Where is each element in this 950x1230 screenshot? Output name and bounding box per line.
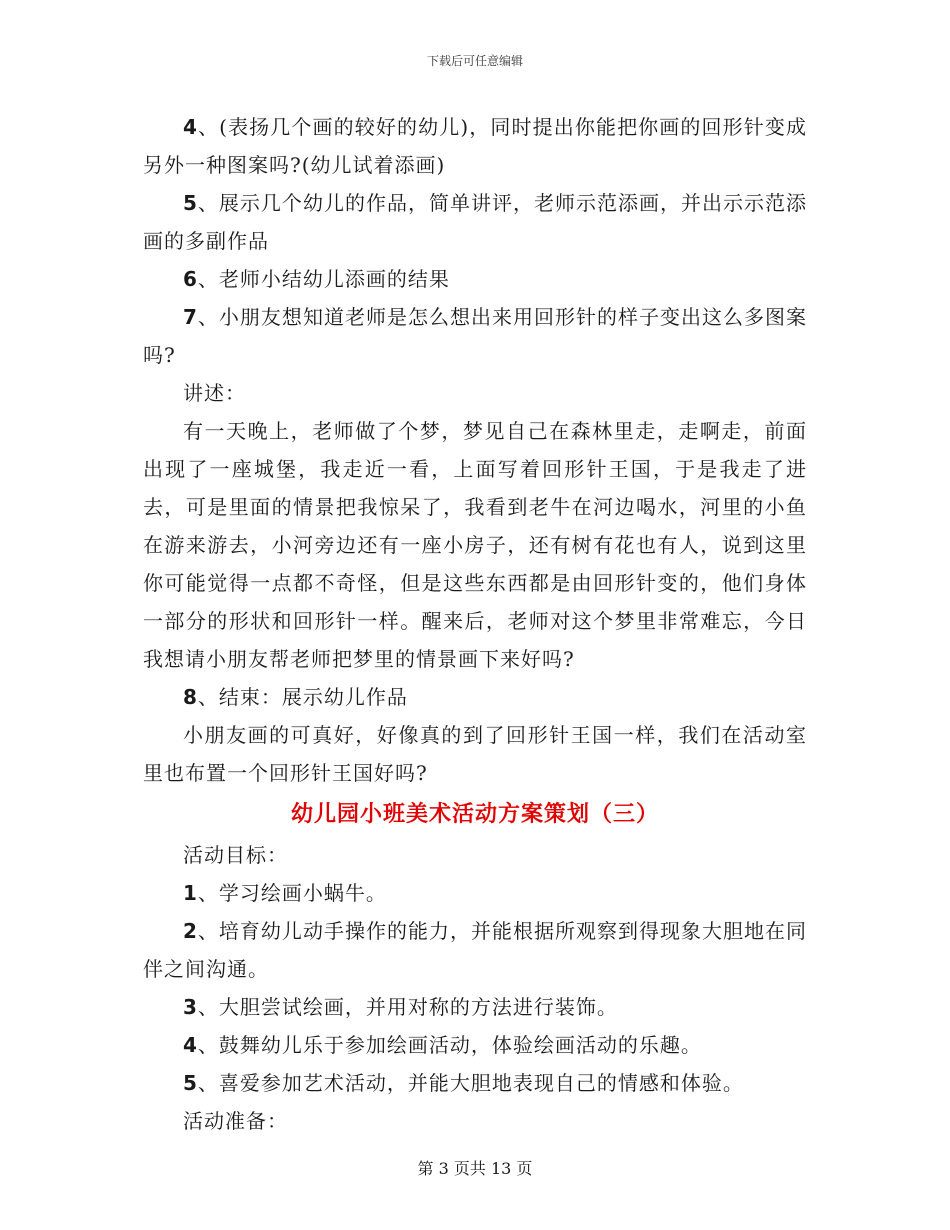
list-item bbox=[143, 184, 807, 260]
list-item bbox=[143, 298, 807, 374]
item-number: 4 bbox=[183, 115, 198, 139]
list-item bbox=[143, 678, 807, 716]
narration-text: 有一天晚上，老师做了个梦，梦见自己在森林里走，走啊走，前面出现了一座城堡，我走近一看，上面写着回形针王国，于是我走了进去，可是里面的情景把我惊呆了，我看到老牛在河边喝水，河里的小鱼在游来游去，小河旁边还有一座小房子，还有树有花也有人，说到这里你可能觉得一点都不奇怪，但是这些东西都是由回形针变的，他们身体一部分的形状和回形针一样。醒来后，老师对这个梦里非常难忘，今日我想请小朋友帮老师把梦里的情景画下来好吗? bbox=[143, 419, 807, 671]
list-item bbox=[143, 1026, 807, 1064]
item-number: 4 bbox=[183, 1033, 198, 1057]
item-text: 、展示几个幼儿的作品，简单讲评，老师示范添画，并出示示范添画的多副作品 bbox=[143, 191, 807, 253]
item-number: 1 bbox=[183, 881, 198, 905]
list-item bbox=[143, 108, 807, 184]
goals-label: 活动目标： bbox=[183, 843, 288, 867]
item-text: 、结束：展示幼儿作品 bbox=[197, 685, 408, 709]
list-item bbox=[143, 874, 807, 912]
list-item bbox=[143, 912, 807, 988]
item-text: 、大胆尝试绘画，并用对称的方法进行装饰。 bbox=[197, 995, 618, 1019]
item-text: 、小朋友想知道老师是怎么想出来用回形针的样子变出这么多图案吗? bbox=[143, 305, 807, 367]
page-footer: 第 3 页共 13 页 bbox=[417, 1159, 533, 1178]
item-number: 2 bbox=[183, 919, 198, 943]
list-item bbox=[143, 1064, 807, 1102]
item-text: 、老师小结幼儿添画的结果 bbox=[197, 267, 450, 291]
document-body bbox=[143, 108, 807, 1140]
page-header: 下载后可任意编辑 bbox=[426, 54, 523, 68]
section-title: 幼儿园小班美术活动方案策划（三） bbox=[290, 801, 659, 827]
item-text: 、(表扬几个画的较好的幼儿)，同时提出你能把你画的回形针变成另外一种图案吗?(幼儿试着添画) bbox=[143, 115, 807, 177]
narration-label: 讲述： bbox=[183, 381, 246, 405]
item-number: 8 bbox=[183, 685, 198, 709]
item-text: 、学习绘画小蜗牛。 bbox=[197, 881, 387, 905]
list-item bbox=[143, 988, 807, 1026]
closing-text: 小朋友画的可真好，好像真的到了回形针王国一样，我们在活动室里也布置一个回形针王国好吗? bbox=[143, 723, 807, 785]
item-text: 、喜爱参加艺术活动，并能大胆地表现自己的情感和体验。 bbox=[197, 1071, 744, 1095]
item-number: 3 bbox=[183, 995, 198, 1019]
item-number: 5 bbox=[183, 1071, 198, 1095]
item-number: 6 bbox=[183, 267, 198, 291]
item-text: 、鼓舞幼儿乐于参加绘画活动，体验绘画活动的乐趣。 bbox=[197, 1033, 702, 1057]
prep-label: 活动准备： bbox=[183, 1109, 288, 1133]
item-number: 7 bbox=[183, 305, 198, 329]
item-number: 5 bbox=[183, 191, 198, 215]
item-text: 、培育幼儿动手操作的能力，并能根据所观察到得现象大胆地在同伴之间沟通。 bbox=[143, 919, 807, 981]
list-item bbox=[143, 260, 807, 298]
